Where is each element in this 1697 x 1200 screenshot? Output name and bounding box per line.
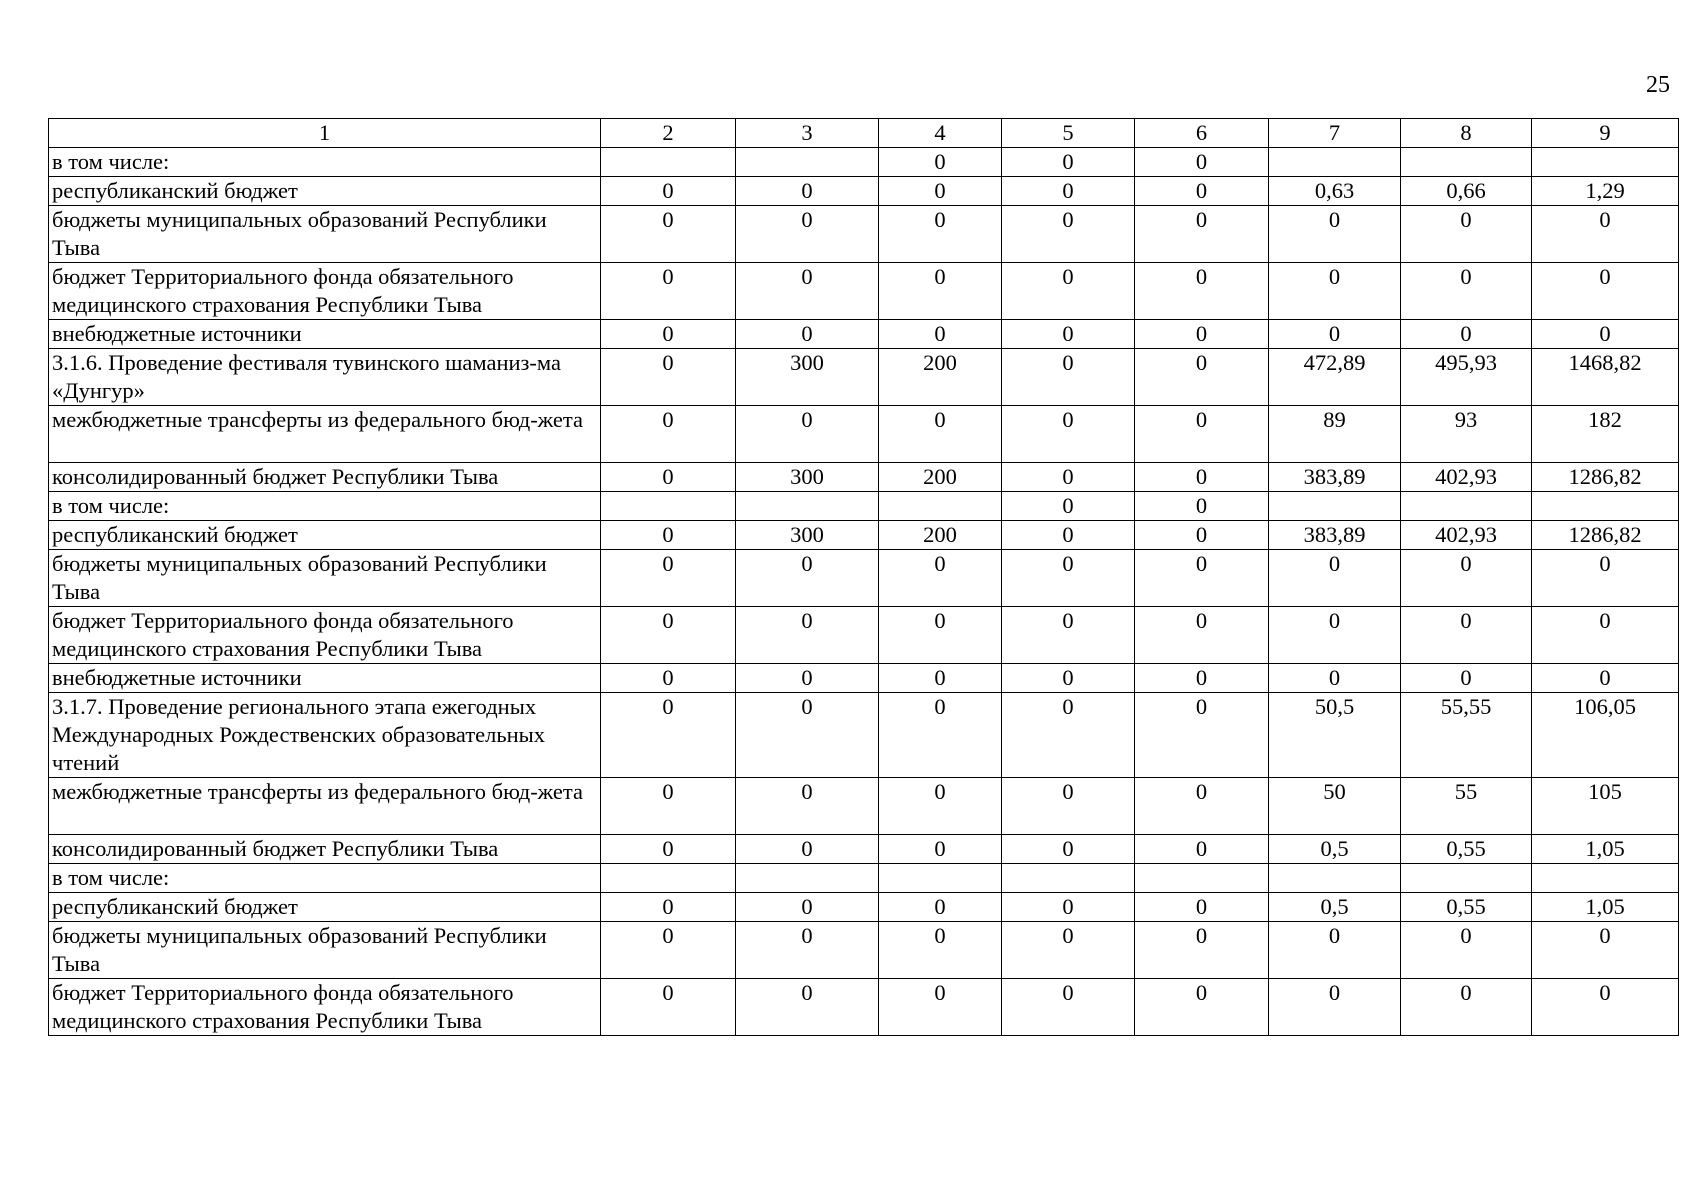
budget-table [48,118,1679,1036]
value-cell: 0 [879,922,1002,979]
value-cell: 0 [1269,922,1401,979]
value-cell: 0 [1002,607,1135,664]
row-label: бюджет Территориального фонда обязательного медицинского страхования Республики Тыва [49,263,601,320]
value-cell: 0 [1002,463,1135,492]
table-row [49,607,1679,664]
page-number: 25 [1646,72,1670,98]
value-cell: 0 [1135,693,1269,778]
value-cell: 0 [879,693,1002,778]
table-row [49,206,1679,263]
value-cell [1269,148,1401,177]
value-cell: 0 [1532,263,1679,320]
header-cell: 5 [1002,119,1135,148]
table-row [49,492,1679,521]
value-cell: 0 [1135,835,1269,864]
value-cell: 0 [1002,320,1135,349]
value-cell: 0 [736,607,879,664]
value-cell: 0 [601,463,736,492]
value-cell: 0 [1002,177,1135,206]
value-cell [736,492,879,521]
value-cell: 0 [601,893,736,922]
value-cell: 0 [1135,206,1269,263]
value-cell: 1286,82 [1532,463,1679,492]
value-cell: 182 [1532,406,1679,463]
value-cell: 0,63 [1269,177,1401,206]
value-cell [1532,864,1679,893]
table-row [49,521,1679,550]
value-cell: 0 [601,979,736,1036]
table-row [49,349,1679,406]
row-label: 3.1.6. Проведение фестиваля тувинского шаманиз-ма «Дунгур» [49,349,601,406]
row-label: консолидированный бюджет Республики Тыва [49,463,601,492]
row-label: в том числе: [49,492,601,521]
header-cell: 2 [601,119,736,148]
value-cell: 0 [879,550,1002,607]
value-cell: 0,5 [1269,893,1401,922]
value-cell: 0 [1002,263,1135,320]
value-cell: 0 [1002,206,1135,263]
value-cell: 106,05 [1532,693,1679,778]
value-cell: 0 [1135,778,1269,835]
value-cell: 50,5 [1269,693,1401,778]
row-label: консолидированный бюджет Республики Тыва [49,835,601,864]
value-cell: 0 [879,893,1002,922]
value-cell: 0 [1269,320,1401,349]
row-label: межбюджетные трансферты из федерального бюд-жета [49,406,601,463]
value-cell [601,864,736,893]
value-cell: 0 [879,320,1002,349]
value-cell: 89 [1269,406,1401,463]
value-cell: 0 [1002,693,1135,778]
row-label: в том числе: [49,148,601,177]
value-cell: 0 [1269,979,1401,1036]
value-cell [1401,492,1532,521]
value-cell: 1468,82 [1532,349,1679,406]
value-cell [601,492,736,521]
value-cell: 0 [601,206,736,263]
value-cell: 0 [736,979,879,1036]
value-cell: 0 [601,406,736,463]
value-cell [1135,864,1269,893]
value-cell: 0 [879,607,1002,664]
value-cell [879,492,1002,521]
value-cell [1532,492,1679,521]
header-cell: 8 [1401,119,1532,148]
value-cell: 0 [1135,320,1269,349]
value-cell: 0 [1002,148,1135,177]
value-cell: 383,89 [1269,521,1401,550]
value-cell: 55 [1401,778,1532,835]
row-label: межбюджетные трансферты из федерального бюд-жета [49,778,601,835]
value-cell: 0 [601,177,736,206]
header-cell: 7 [1269,119,1401,148]
row-label: республиканский бюджет [49,177,601,206]
value-cell: 0 [601,607,736,664]
value-cell: 0 [736,835,879,864]
value-cell: 50 [1269,778,1401,835]
row-label: республиканский бюджет [49,521,601,550]
value-cell: 0 [1269,263,1401,320]
value-cell: 1,05 [1532,835,1679,864]
value-cell [1401,864,1532,893]
value-cell: 0 [1401,922,1532,979]
value-cell: 0 [1269,607,1401,664]
value-cell: 0 [1532,922,1679,979]
value-cell: 0 [1135,148,1269,177]
table-row [49,406,1679,463]
header-cell: 1 [49,119,601,148]
row-label: внебюджетные источники [49,664,601,693]
value-cell: 1,29 [1532,177,1679,206]
value-cell: 0 [601,349,736,406]
value-cell: 0 [1532,979,1679,1036]
value-cell: 0 [1401,320,1532,349]
value-cell: 472,89 [1269,349,1401,406]
table-row [49,148,1679,177]
value-cell: 0 [1401,550,1532,607]
table-row [49,864,1679,893]
value-cell: 0 [736,693,879,778]
row-label: бюджет Территориального фонда обязательного медицинского страхования Республики Тыва [49,607,601,664]
header-cell: 9 [1532,119,1679,148]
value-cell: 0 [1135,521,1269,550]
value-cell: 0 [1135,550,1269,607]
value-cell [736,148,879,177]
value-cell: 402,93 [1401,463,1532,492]
table-row [49,922,1679,979]
row-label: бюджеты муниципальных образований Республики Тыва [49,922,601,979]
row-label: в том числе: [49,864,601,893]
value-cell: 0 [736,550,879,607]
value-cell: 0 [1002,893,1135,922]
row-label: бюджеты муниципальных образований Республики Тыва [49,206,601,263]
value-cell: 0 [1401,607,1532,664]
value-cell: 0 [1532,664,1679,693]
table-row [49,320,1679,349]
row-label: бюджеты муниципальных образований Республики Тыва [49,550,601,607]
value-cell: 0 [1401,263,1532,320]
value-cell: 0,5 [1269,835,1401,864]
row-label: 3.1.7. Проведение регионального этапа ежегодных Международных Рождественских образовательных чтений [49,693,601,778]
value-cell: 0 [1135,492,1269,521]
value-cell: 0 [1135,664,1269,693]
value-cell: 0 [736,778,879,835]
value-cell: 0 [1532,607,1679,664]
value-cell: 0 [736,406,879,463]
value-cell [1532,148,1679,177]
value-cell: 0 [879,835,1002,864]
value-cell: 0 [1532,550,1679,607]
value-cell: 0 [1401,664,1532,693]
value-cell: 0 [1002,550,1135,607]
value-cell [601,148,736,177]
value-cell: 0 [1002,349,1135,406]
value-cell: 0 [879,206,1002,263]
value-cell: 0 [1002,922,1135,979]
value-cell: 300 [736,463,879,492]
value-cell [1002,864,1135,893]
value-cell: 0 [1135,893,1269,922]
row-label: бюджет Территориального фонда обязательного медицинского страхования Республики Тыва [49,979,601,1036]
value-cell: 1286,82 [1532,521,1679,550]
value-cell: 105 [1532,778,1679,835]
value-cell: 0 [1532,206,1679,263]
table-row [49,778,1679,835]
value-cell: 0 [601,550,736,607]
value-cell: 0 [1135,607,1269,664]
value-cell: 0 [601,521,736,550]
value-cell: 0 [1135,263,1269,320]
value-cell: 0 [1532,320,1679,349]
value-cell: 0 [1135,406,1269,463]
value-cell: 0 [736,893,879,922]
value-cell: 0 [601,835,736,864]
row-label: республиканский бюджет [49,893,601,922]
value-cell: 402,93 [1401,521,1532,550]
value-cell: 0,55 [1401,835,1532,864]
value-cell: 383,89 [1269,463,1401,492]
value-cell [1401,148,1532,177]
value-cell: 0 [601,922,736,979]
value-cell: 0 [1135,349,1269,406]
value-cell [879,864,1002,893]
value-cell: 0 [1401,206,1532,263]
value-cell: 1,05 [1532,893,1679,922]
value-cell: 0 [601,664,736,693]
value-cell: 0 [1269,664,1401,693]
value-cell: 0 [1002,492,1135,521]
table-row [49,979,1679,1036]
value-cell: 0 [601,778,736,835]
value-cell: 0 [879,263,1002,320]
value-cell: 200 [879,349,1002,406]
value-cell: 0 [736,664,879,693]
value-cell: 0 [879,778,1002,835]
value-cell: 0,66 [1401,177,1532,206]
header-cell: 6 [1135,119,1269,148]
table-row [49,893,1679,922]
value-cell: 0 [736,320,879,349]
value-cell: 0 [601,693,736,778]
value-cell: 0 [601,320,736,349]
value-cell [736,864,879,893]
value-cell: 0 [1002,406,1135,463]
value-cell: 495,93 [1401,349,1532,406]
value-cell: 0 [736,263,879,320]
value-cell: 93 [1401,406,1532,463]
value-cell: 300 [736,521,879,550]
table-row [49,550,1679,607]
value-cell: 200 [879,521,1002,550]
value-cell: 0 [1002,778,1135,835]
value-cell: 0 [1135,463,1269,492]
header-cell: 4 [879,119,1002,148]
value-cell: 0 [1002,521,1135,550]
value-cell: 0 [879,979,1002,1036]
value-cell: 0 [1002,664,1135,693]
value-cell: 0 [879,148,1002,177]
value-cell: 0 [1269,206,1401,263]
table-row [49,664,1679,693]
value-cell: 0 [601,263,736,320]
table-row [49,263,1679,320]
value-cell: 0 [736,177,879,206]
value-cell: 0 [879,664,1002,693]
value-cell: 0 [1135,177,1269,206]
table-row [49,835,1679,864]
value-cell [1269,492,1401,521]
table-row [49,463,1679,492]
value-cell: 0 [1269,550,1401,607]
value-cell: 55,55 [1401,693,1532,778]
value-cell: 300 [736,349,879,406]
value-cell [1269,864,1401,893]
value-cell: 0 [1002,835,1135,864]
value-cell: 200 [879,463,1002,492]
row-label: внебюджетные источники [49,320,601,349]
value-cell: 0 [736,206,879,263]
table-row [49,693,1679,778]
value-cell: 0,55 [1401,893,1532,922]
value-cell: 0 [1135,922,1269,979]
value-cell: 0 [879,406,1002,463]
value-cell: 0 [1135,979,1269,1036]
value-cell: 0 [879,177,1002,206]
value-cell: 0 [1401,979,1532,1036]
value-cell: 0 [736,922,879,979]
table-row [49,177,1679,206]
table-header-row [49,119,1679,148]
header-cell: 3 [736,119,879,148]
value-cell: 0 [1002,979,1135,1036]
